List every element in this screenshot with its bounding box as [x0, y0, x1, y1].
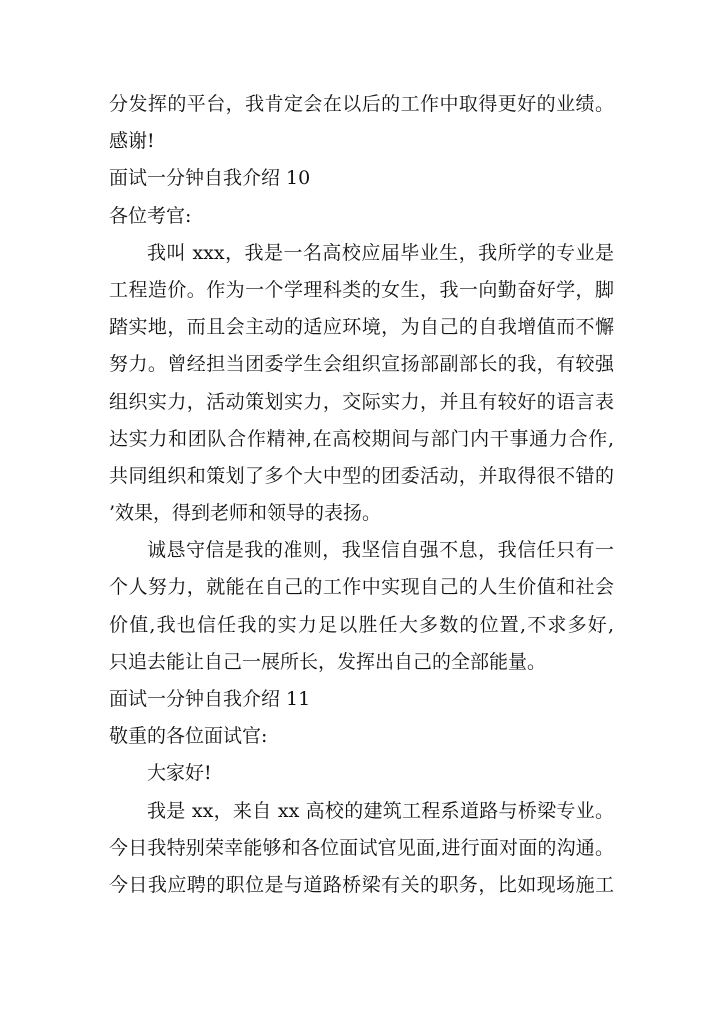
greeting: 大家好!	[147, 762, 212, 785]
text-line: ’效果，得到老师和领导的表扬。	[109, 502, 382, 525]
text-line: 分发挥的平台，我肯定会在以后的工作中取得更好的业绩。	[109, 93, 614, 115]
text-line: 价值,我也信任我的实力足以胜任大多数的位置,不求多好,	[109, 613, 614, 636]
salutation: 各位考官:	[109, 204, 192, 227]
text-line: 今日我应聘的职位是与道路桥梁有关的职务，比如现场施工	[109, 873, 614, 896]
text-line: 组织实力，活动策划实力，交际实力，并且有较好的语言表	[109, 390, 614, 413]
text-line: 个人努力，就能在自己的工作中实现自己的人生价值和社会	[109, 576, 614, 599]
salutation: 敬重的各位面试官:	[109, 725, 268, 748]
section-heading: 面试一分钟自我介绍 10	[109, 167, 311, 190]
section-heading: 面试一分钟自我介绍 11	[109, 688, 311, 710]
text-line: 我叫 xxx，我是一名高校应届毕业生，我所学的专业是	[147, 241, 614, 264]
text-line: 踏实地，而且会主动的适应环境，为自己的自我增值而不懈	[109, 316, 614, 339]
text-line: 达实力和团队合作精神,在高校期间与部门内干事通力合作,	[109, 427, 614, 450]
text-line: 我是 xx，来自 xx 高校的建筑工程系道路与桥梁专业。	[147, 799, 614, 822]
text-line: 工程造价。作为一个学理科类的女生，我一向勤奋好学，脚	[109, 278, 614, 301]
text-line: 诚恳守信是我的准则，我坚信自强不息，我信任只有一	[147, 539, 614, 562]
document-body	[109, 86, 614, 904]
text-line: 只追去能让自己一展所长，发挥出自己的全部能量。	[109, 650, 547, 673]
text-line: 努力。曾经担当团委学生会组织宣扬部副部长的我，有较强	[109, 353, 614, 376]
text-line: 共同组织和策划了多个大中型的团委活动，并取得很不错的	[109, 464, 614, 487]
text-line: 感谢!	[109, 130, 155, 153]
text-line: 今日我特别荣幸能够和各位面试官见面,进行面对面的沟通。	[109, 836, 614, 859]
